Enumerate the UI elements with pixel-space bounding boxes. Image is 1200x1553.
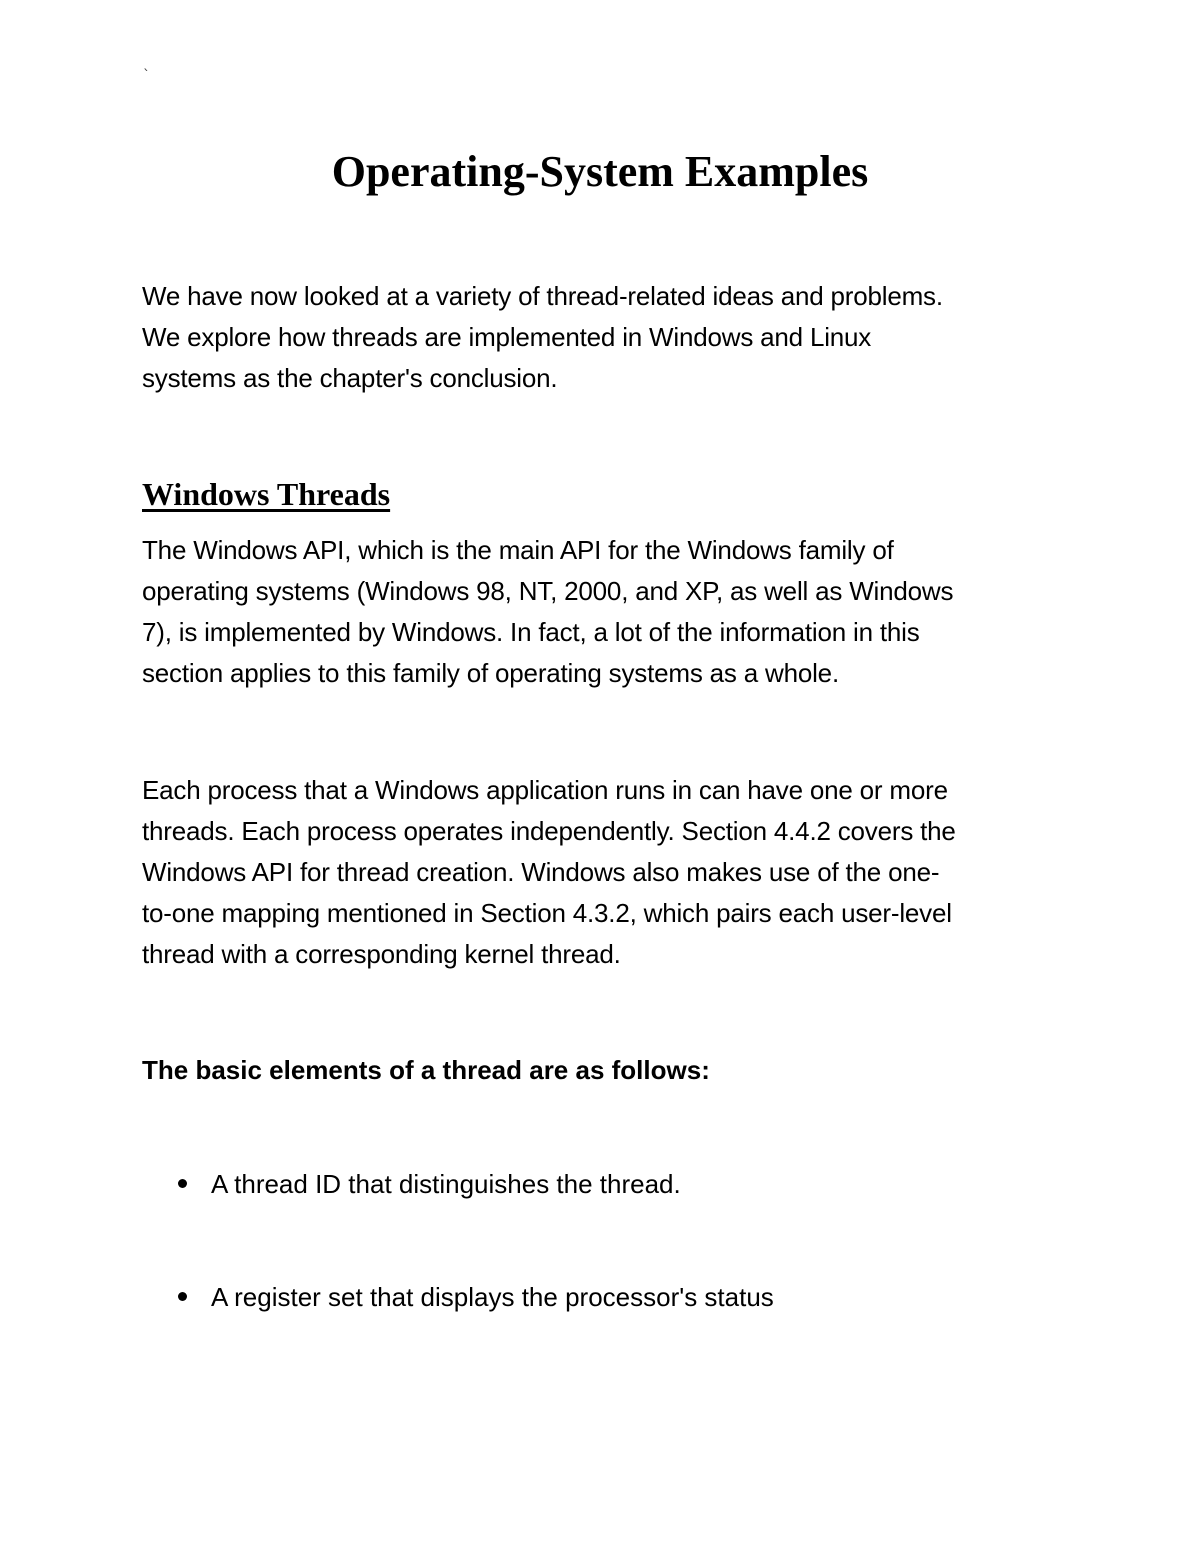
paragraph-line: Windows API for thread creation. Windows also makes use of the one- <box>142 857 940 887</box>
paragraph-line: Each process that a Windows application runs in can have one or more <box>142 775 948 805</box>
list-item-text: A register set that displays the processor's status <box>211 1282 774 1312</box>
page-title: Operating-System Examples <box>331 147 869 196</box>
windows-api-paragraph <box>142 530 1072 694</box>
bullet-icon <box>178 1292 187 1301</box>
paragraph-line: 7), is implemented by Windows. In fact, a lot of the information in this <box>142 617 920 647</box>
paragraph-line: The Windows API, which is the main API for the Windows family of <box>142 535 894 565</box>
intro-line: systems as the chapter's conclusion. <box>142 363 558 393</box>
paragraph-line: operating systems (Windows 98, NT, 2000, and XP, as well as Windows <box>142 576 954 606</box>
section-heading-windows-threads: Windows Threads <box>142 476 391 512</box>
intro-line: We have now looked at a variety of thread-related ideas and problems. <box>142 281 943 311</box>
paragraph-line: threads. Each process operates independently. Section 4.4.2 covers the <box>142 816 956 846</box>
paragraph-line: to-one mapping mentioned in Section 4.3.2, which pairs each user-level <box>142 898 952 928</box>
intro-paragraph <box>142 276 1072 399</box>
paragraph-line: section applies to this family of operating systems as a whole. <box>142 658 839 688</box>
process-threads-paragraph <box>142 770 1072 975</box>
elements-heading: The basic elements of a thread are as follows: <box>142 1055 710 1085</box>
stray-mark: ` <box>143 68 150 84</box>
paragraph-line: thread with a corresponding kernel thread. <box>142 939 621 969</box>
intro-line: We explore how threads are implemented in Windows and Linux <box>142 322 872 352</box>
bullet-icon <box>178 1179 187 1188</box>
list-item-text: A thread ID that distinguishes the thread. <box>211 1169 681 1199</box>
